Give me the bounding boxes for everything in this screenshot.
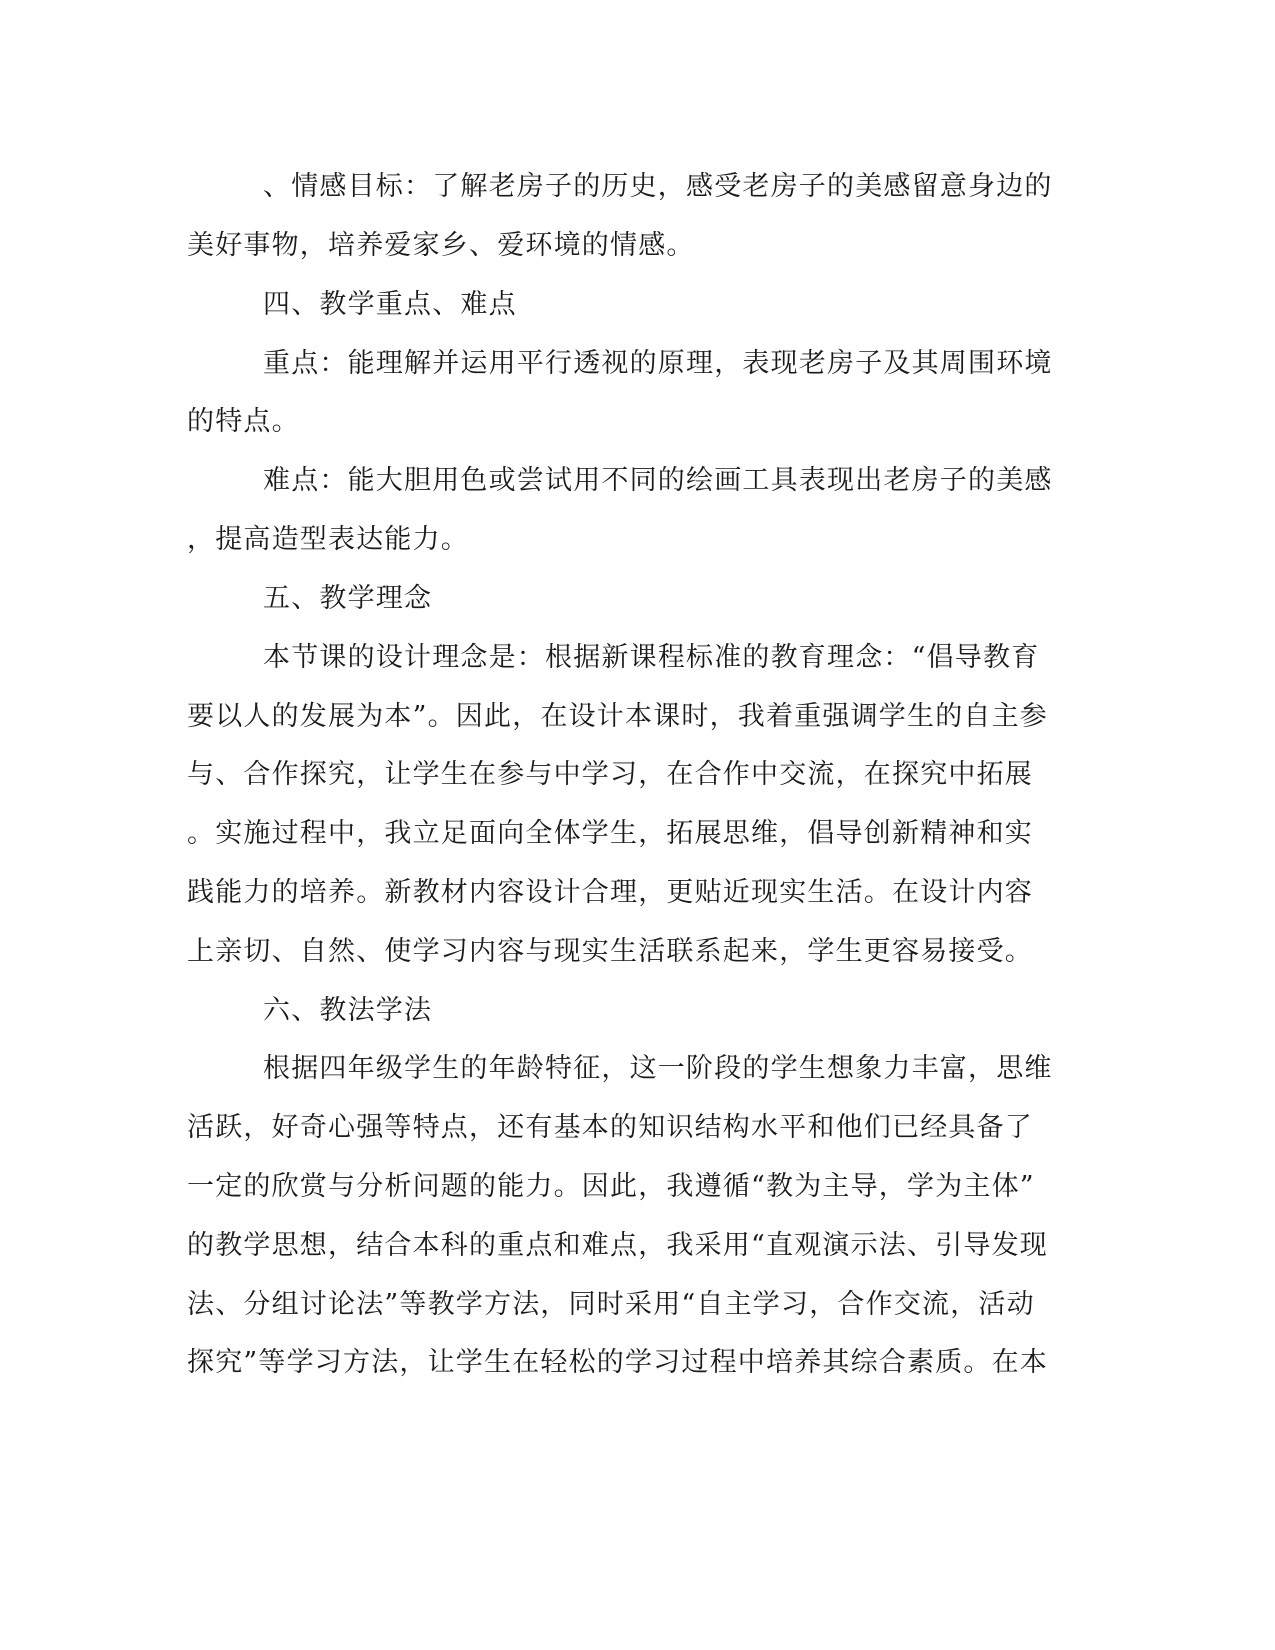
- text-line: 美好事物，培养爱家乡、爱环境的情感。: [187, 230, 695, 261]
- text-line: 的特点。: [187, 406, 300, 437]
- text-line: 、情感目标：了解老房子的历史，感受老房子的美感留意身边的: [263, 171, 1053, 202]
- text-line: 。实施过程中，我立足面向全体学生，拓展思维，倡导创新精神和实: [187, 818, 1033, 849]
- text-line: 与、合作探究，让学生在参与中学习，在合作中交流，在探究中拓展: [187, 759, 1033, 790]
- text-line: 要以人的发展为本”。因此，在设计本课时，我着重强调学生的自主参: [187, 701, 1049, 732]
- text-line: 上亲切、自然、使学习内容与现实生活联系起来，学生更容易接受。: [187, 936, 1033, 967]
- text-line: ，提高造型表达能力。: [187, 524, 469, 555]
- text-line: 根据四年级学生的年龄特征，这一阶段的学生想象力丰富，思维: [263, 1053, 1053, 1084]
- text-line: 活跃，好奇心强等特点，还有基本的知识结构水平和他们已经具备了: [187, 1112, 1033, 1143]
- text-line: 难点：能大胆用色或尝试用不同的绘画工具表现出老房子的美感: [263, 465, 1053, 496]
- section-heading: 六、教法学法: [263, 995, 433, 1026]
- text-line: 法、分组讨论法”等教学方法，同时采用“自主学习，合作交流，活动: [187, 1289, 1035, 1320]
- section-heading: 四、教学重点、难点: [263, 289, 517, 320]
- text-line: 重点：能理解并运用平行透视的原理，表现老房子及其周围环境: [263, 348, 1053, 379]
- text-line: 的教学思想，结合本科的重点和难点，我采用“直观演示法、引导发现: [187, 1230, 1049, 1261]
- text-line: 本节课的设计理念是：根据新课程标准的教育理念：“倡导教育: [263, 642, 1040, 673]
- text-line: 践能力的培养。新教材内容设计合理，更贴近现实生活。在设计内容: [187, 877, 1033, 908]
- text-line: 一定的欣赏与分析问题的能力。因此，我遵循“教为主导，学为主体”: [187, 1171, 1035, 1202]
- text-line: 探究”等学习方法，让学生在轻松的学习过程中培养其综合素质。在本: [187, 1347, 1049, 1378]
- section-heading: 五、教学理念: [263, 583, 433, 614]
